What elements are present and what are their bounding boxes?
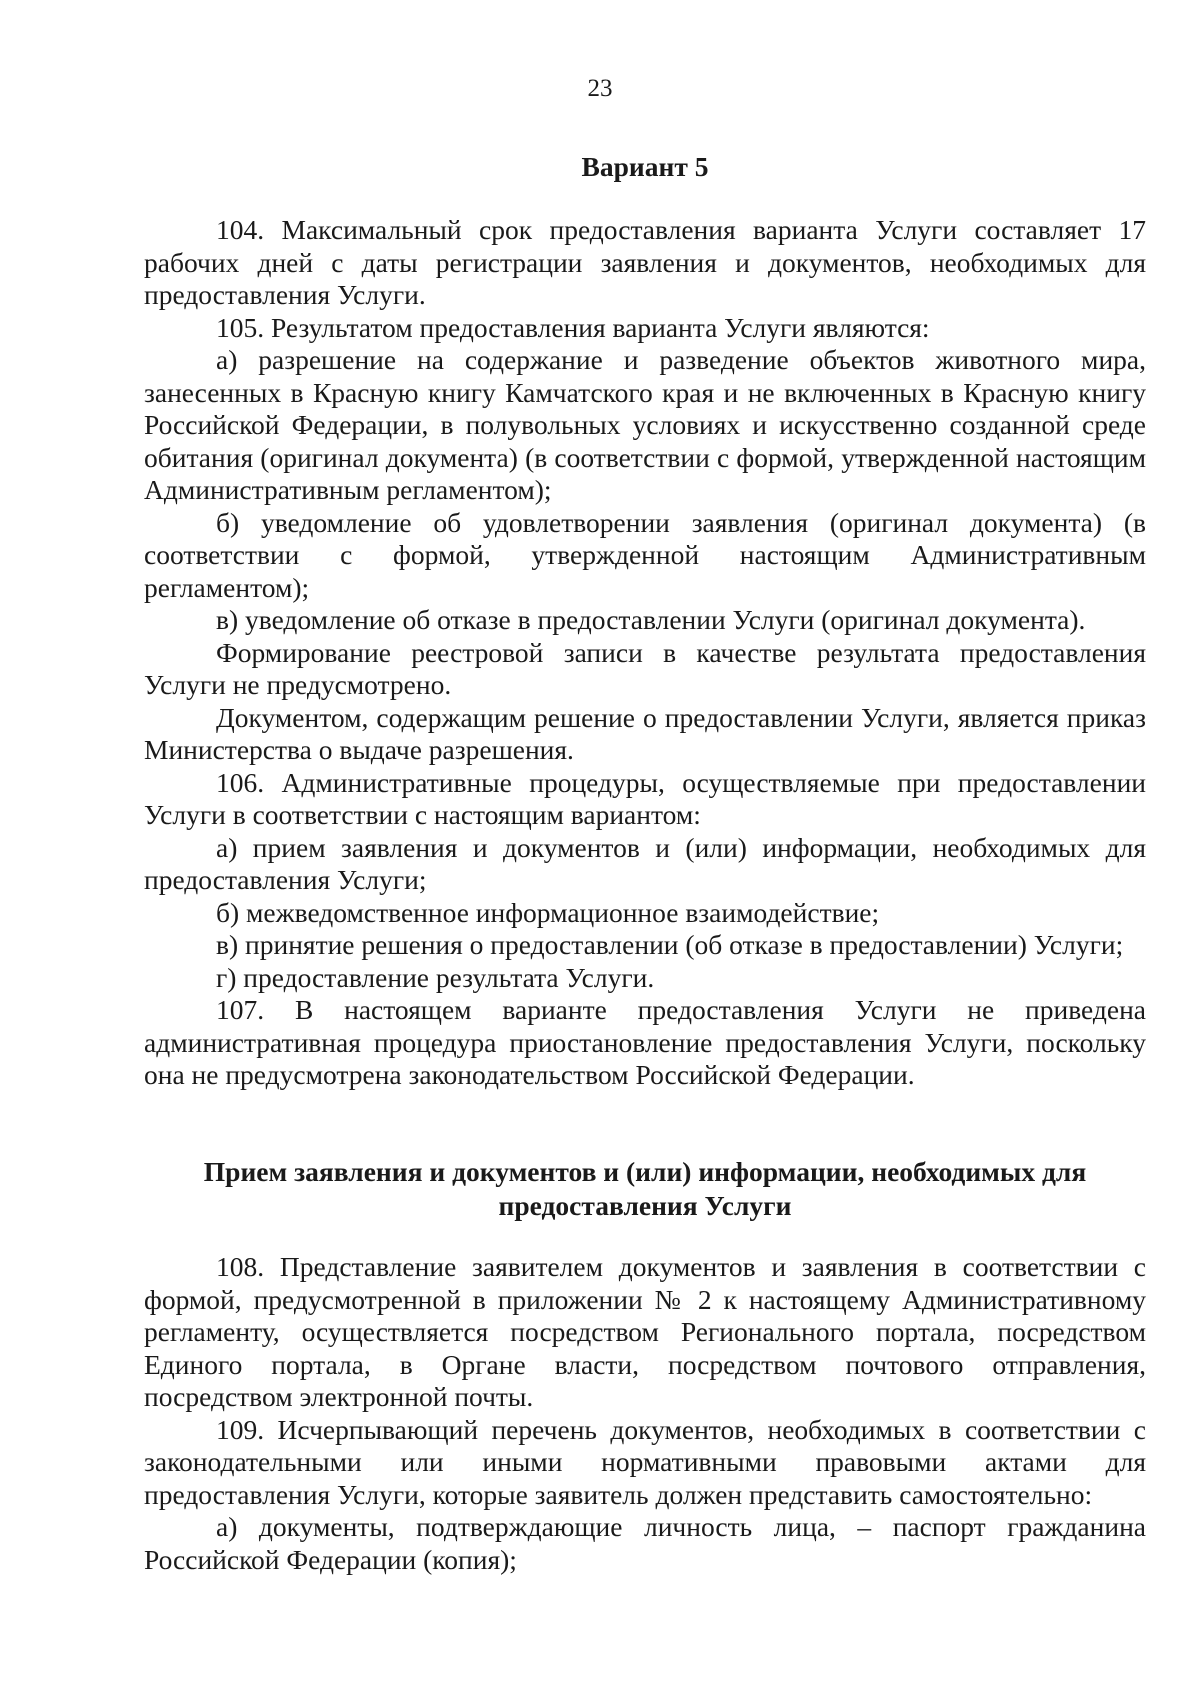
text-block-variant <box>144 214 1146 1092</box>
section-heading <box>144 1155 1146 1223</box>
paragraph-decision-document: Документом, содержащим решение о предоставлении Услуги, является приказ Министерства о выдаче разрешения. <box>144 701 1146 765</box>
variant-heading: Вариант 5 <box>581 151 709 182</box>
paragraph-106-b: б) межведомственное информационное взаимодействие; <box>216 896 880 928</box>
paragraph-109-a: а) документы, подтверждающие личность лица, – паспорт гражданина Российской Федерации (копия); <box>144 1511 1146 1575</box>
paragraph-105: 105. Результатом предоставления варианта Услуги являются: <box>216 311 930 343</box>
paragraph-109: 109. Исчерпывающий перечень документов, необходимых в соответствии с законодательными или иными нормативными правовыми актами для предоставления Услуги, которые заявитель должен представить самостоятельно: <box>144 1413 1146 1510</box>
section-heading-line-2: предоставления Услуги <box>498 1190 792 1221</box>
section-heading-line-1: Прием заявления и документов и (или) информации, необходимых для <box>203 1156 1087 1187</box>
paragraph-106-g: г) предоставление результата Услуги. <box>216 961 655 993</box>
paragraph-106-v: в) принятие решения о предоставлении (об отказе в предоставлении) Услуги; <box>216 929 1124 960</box>
paragraph-104: 104. Максимальный срок предоставления варианта Услуги составляет 17 рабочих дней с даты регистрации заявления и документов, необходимых для предоставления Услуги. <box>144 214 1146 310</box>
page-number: 23 <box>587 75 613 102</box>
paragraph-105-v: в) уведомление об отказе в предоставлении Услуги (оригинал документа). <box>216 604 1086 635</box>
paragraph-106-a: а) прием заявления и документов и (или) информации, необходимых для предоставления Услуги; <box>144 831 1146 895</box>
paragraph-106: 106. Административные процедуры, осуществляемые при предоставлении Услуги в соответствии с настоящим вариантом: <box>144 766 1146 830</box>
text-block-reception <box>144 1251 1146 1576</box>
paragraph-108: 108. Представление заявителем документов и заявления в соответствии с формой, предусмотренной в приложении № 2 к настоящему Административному регламенту, осуществляется посредством Регионального портала, посредством Единого портала, в Органе власти, посредством почтового отправления, посредством электронной почты. <box>144 1251 1146 1412</box>
paragraph-registry-note: Формирование реестровой записи в качестве результата предоставления Услуги не предусмотрено. <box>144 636 1146 700</box>
paragraph-107: 107. В настоящем варианте предоставления Услуги не приведена административная процедура приостановление предоставления Услуги, поскольку она не предусмотрена законодательством Российской Федерации. <box>144 994 1146 1090</box>
paragraph-105-b: б) уведомление об удовлетворении заявления (оригинал документа) (в соответствии с формой, утвержденной настоящим Административным регламентом); <box>144 506 1146 603</box>
paragraph-105-a: а) разрешение на содержание и разведение объектов животного мира, занесенных в Красную книгу Камчатского края и не включенных в Красную книгу Российской Федерации, в полувольных условиях и искусственно созданной среде обитания (оригинал документа) (в соответствии с формой, утвержденной настоящим Административным регламентом); <box>144 344 1146 505</box>
